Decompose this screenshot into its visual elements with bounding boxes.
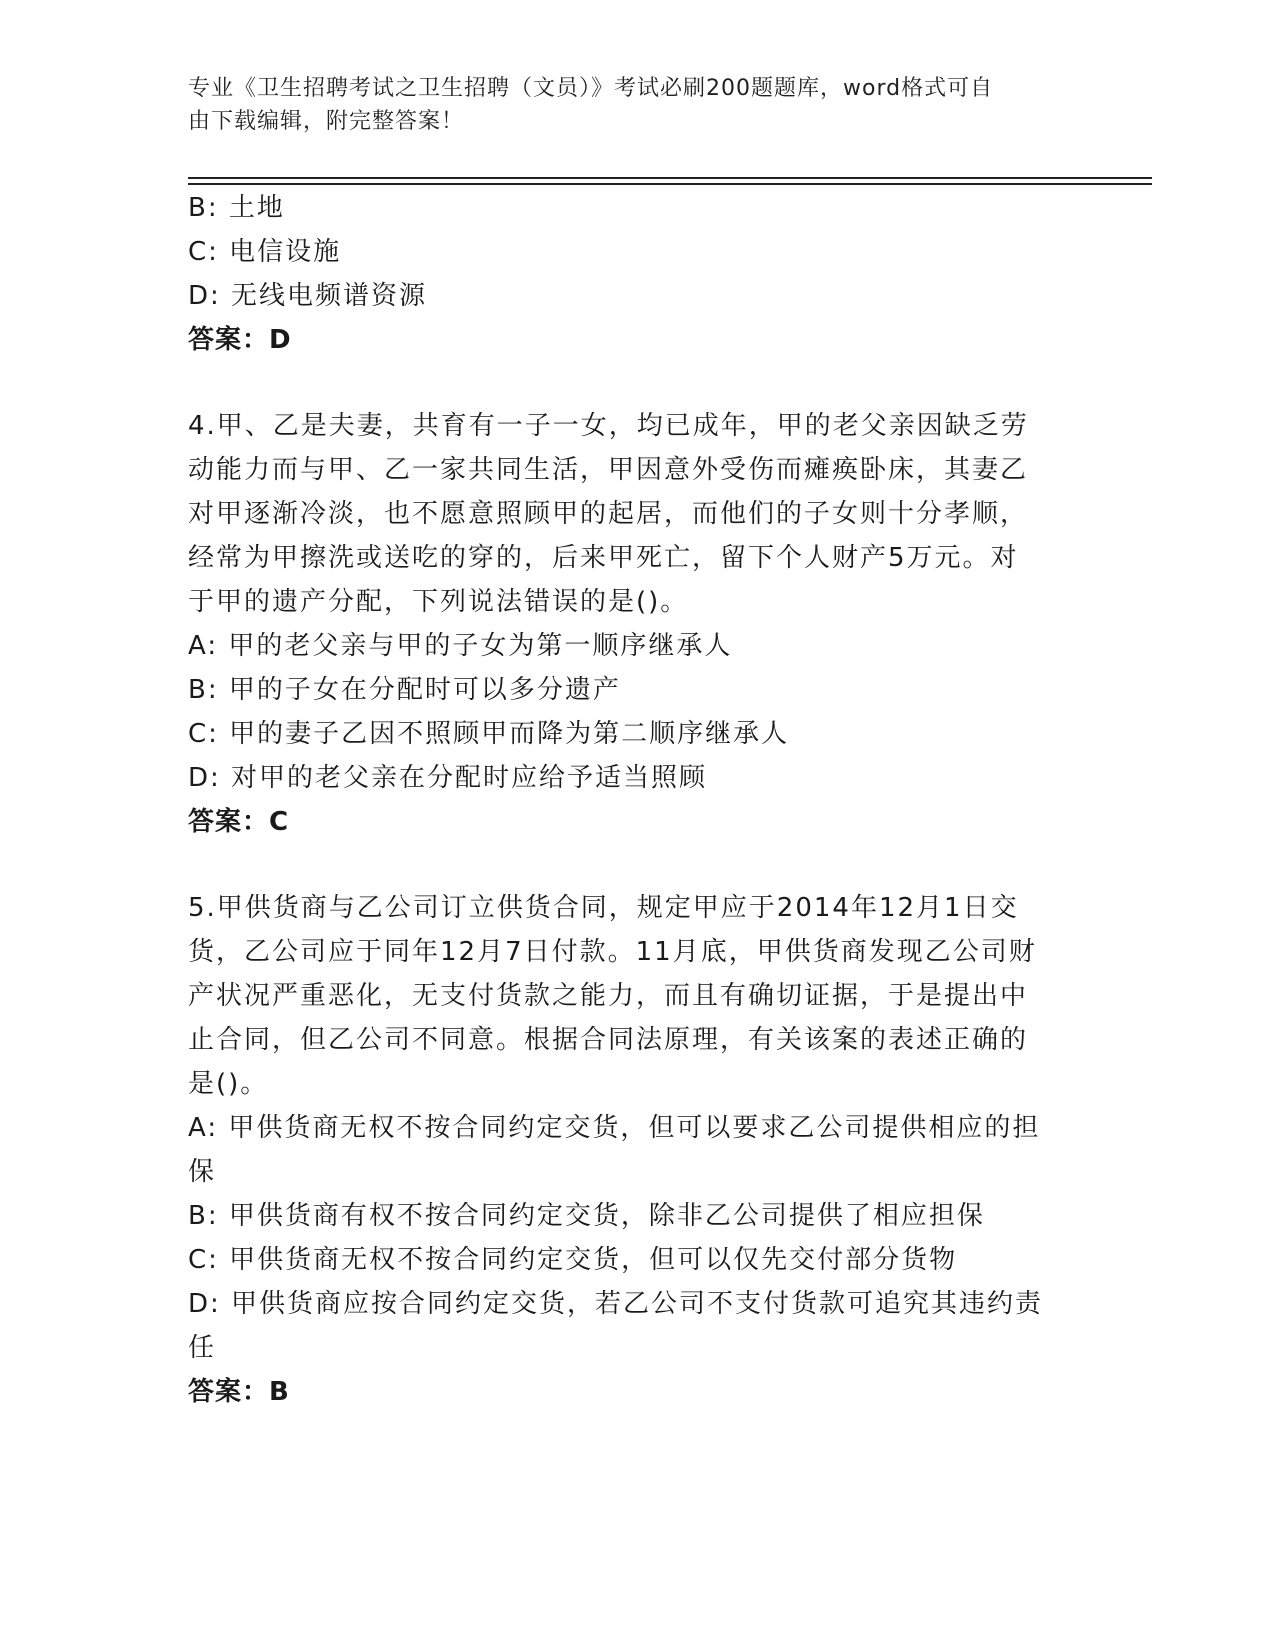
header-rule-bottom — [188, 183, 1152, 185]
q3-answer: 答案：D — [188, 325, 292, 355]
q5-stem-line: 是()。 — [188, 1069, 269, 1099]
q4-option-b: B: 甲的子女在分配时可以多分遗产 — [188, 675, 621, 705]
q5-option-c: C: 甲供货商无权不按合同约定交货，但可以仅先交付部分货物 — [188, 1245, 958, 1275]
q4-stem-line: 4.甲、乙是夫妻，共育有一子一女，均已成年，甲的老父亲因缺乏劳 — [188, 411, 1029, 441]
q5-option-a-line: 保 — [188, 1157, 217, 1187]
q5-stem-line: 止合同，但乙公司不同意。根据合同法原理，有关该案的表述正确的 — [188, 1025, 1029, 1055]
q5-option-d-line: 任 — [188, 1333, 217, 1363]
q4-option-a: A: 甲的老父亲与甲的子女为第一顺序继承人 — [188, 631, 733, 661]
q5-stem-line: 产状况严重恶化，无支付货款之能力，而且有确切证据，于是提出中 — [188, 981, 1029, 1011]
q3-option-b: B: 土地 — [188, 193, 285, 223]
q5-option-b: B: 甲供货商有权不按合同约定交货，除非乙公司提供了相应担保 — [188, 1201, 985, 1231]
q4-option-d: D: 对甲的老父亲在分配时应给予适当照顾 — [188, 763, 708, 793]
q4-stem-line: 于甲的遗产分配，下列说法错误的是()。 — [188, 587, 689, 617]
q5-stem-line: 货，乙公司应于同年12月7日付款。11月底，甲供货商发现乙公司财 — [188, 937, 1037, 967]
header-line-1: 专业《卫生招聘考试之卫生招聘（文员）》考试必刷200题题库，word格式可自 — [188, 76, 994, 101]
q4-answer: 答案：C — [188, 807, 290, 837]
q4-stem-line: 对甲逐渐冷淡，也不愿意照顾甲的起居，而他们的子女则十分孝顺， — [188, 499, 1029, 529]
q4-option-c: C: 甲的妻子乙因不照顾甲而降为第二顺序继承人 — [188, 719, 790, 749]
q4-stem-line: 动能力而与甲、乙一家共同生活，甲因意外受伤而瘫痪卧床，其妻乙 — [188, 455, 1029, 485]
document-header — [188, 72, 1088, 138]
q5-stem-line: 5.甲供货商与乙公司订立供货合同，规定甲应于2014年12月1日交 — [188, 893, 1019, 923]
q3-option-d: D: 无线电频谱资源 — [188, 281, 428, 311]
header-rule-top — [188, 177, 1152, 179]
q5-answer: 答案：B — [188, 1377, 290, 1407]
q5-option-d-line: D: 甲供货商应按合同约定交货，若乙公司不支付货款可追究其违约责 — [188, 1289, 1044, 1319]
q3-option-c: C: 电信设施 — [188, 237, 342, 267]
header-line-2: 由下载编辑，附完整答案！ — [188, 109, 465, 134]
q4-stem-line: 经常为甲擦洗或送吃的穿的，后来甲死亡，留下个人财产5万元。对 — [188, 543, 1019, 573]
q5-option-a-line: A: 甲供货商无权不按合同约定交货，但可以要求乙公司提供相应的担 — [188, 1113, 1041, 1143]
